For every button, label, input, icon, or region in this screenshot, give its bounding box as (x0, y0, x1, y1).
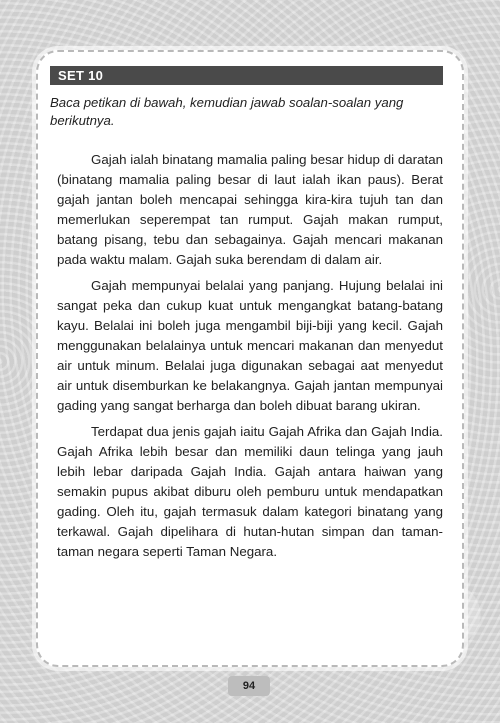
instruction-text: Baca petikan di bawah, kemudian jawab soalan-soalan yang berikutnya. (50, 95, 404, 128)
paragraph-3: Terdapat dua jenis gajah iaitu Gajah Afrika dan Gajah India. Gajah Afrika lebih besar dan memiliki daun telinga yang jauh lebih lebar daripada Gajah India. Gajah antara haiwan yang semakin pupus akibat diburu oleh pemburu untuk mendapatkan gading. Oleh itu, gajah termasuk dalam kategori binatang yang terkawal. Gajah dipelihara di hutan-hutan simpan dan taman-taman negara seperti Taman Negara. (57, 424, 443, 559)
set-heading: SET 10 (50, 66, 443, 85)
paragraph-1: Gajah ialah binatang mamalia paling besar hidup di daratan (binatang mamalia paling besar di laut ialah ikan paus). Berat gajah jantan boleh mencapai sehingga kira-kira tujuh tan dan memerlukan seperempat tan rumput. Gajah makan rumput, batang pisang, tebu dan sebagainya. Gajah mencari makanan pada waktu malam. Gajah suka berendam di dalam air. (57, 152, 443, 267)
page-number: 94 (228, 676, 270, 696)
passage (57, 150, 443, 568)
paragraph-2: Gajah mempunyai belalai yang panjang. Hujung belalai ini sangat peka dan cukup kuat untuk mengangkat batang-batang kayu. Belalai ini boleh juga mengambil biji-biji yang kecil. Gajah menggunakan belalainya untuk mencari makanan dan menyedut air untuk minum. Belalai juga digunakan sebagai aat menyedut air untuk disemburkan ke belakangnya. Gajah jantan mempunyai gading yang sangat berharga dan boleh dibuat barang ukiran. (57, 278, 443, 413)
